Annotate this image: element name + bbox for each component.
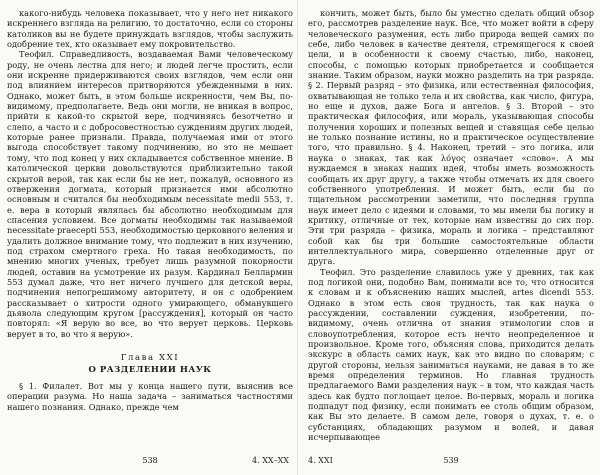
right-page — [308, 8, 594, 467]
left-footer — [7, 455, 293, 467]
right-paragraph-1: кончить, может быть, было бы уместно сделать общий обзор его, рассмотрев разделение наук. Все, что может войти в сферу человеческого разумения, есть либо природа вещей самих по себе, либо человек в качестве деятеля, стремящегося к своей цели, и в особенности к своему счастью, либо, наконец, способы, с помощью которых приобретается и сообщается знание. Таким образом, науки можно разделить на три разряда. § 2. Первый разряд – это физика, или естественная философия, охватывающая не только тела и их свойства, как число, фигура, но еще и духов, даже Бога и ангелов. § 3. Второй – это практическая философия, или мораль, указывающая способы получения хороших и полезных вещей и ставящая себе целью не только познание истины, но и практическое осуществление того, что правильно. § 4. Наконец, третий – это логика, или наука о знаках, так как λόγος означает «слово». А мы нуждаемся в знаках наших идей, чтобы иметь возможность сообщать их друг другу, а также чтобы отмечать их для своего собственного употребления. И может быть, если бы по тщательном рассмотрении заметили, что последняя группа наук имеет дело с идеями и словами, то мы имели бы логику и критику, отличные от тех, которые нам известны до сих пор. Эти три разряда – физика, мораль и логика – представляют собой как бы три большие самостоятельные области интеллектуального мира, совершенно отделенные друг от друга. — [308, 8, 594, 267]
chapter-number: Глава XXI — [120, 353, 180, 363]
left-paragraph-1: какого-нибудь человека показывает, что у него нет никакого искреннего взгляда на религию, то достаточно, если со стороны католиков вы не будете принуждать взглядов, чтобы заслужить одобрение тех, кто оказывает ему покровительство. — [7, 8, 293, 50]
chapter-title: О РАЗДЕЛЕНИИ НАУК — [88, 365, 212, 375]
left-page-number: 538 — [142, 456, 158, 465]
left-chapter-paragraph-1: § 1. Филалет. Вот мы у конца нашего пути, выяснив все операции разума. Но наша задача – заниматься частностями нашего познания. Однако, прежде чем — [7, 381, 293, 412]
left-paragraph-2: Теофил. Справедливость, воздаваемая Вами человеческому роду, не очень лестна для него; и людей легче простить, если они искренне придерживаются своих взглядов, чем если они под влиянием интересов притворяются убежденными в них. Однако, может быть, в этом больше искренности, чем Вы, по-видимому, предполагаете. Ведь они могли, не вникая в вопрос, прийти к какой-то скрытой вере, подчиняясь безотчетно и слепо, а часто и с добросовестностью суждениям других людей, которые ранее признали. Правда, получаемая ими от этого выгода способствует такому подчинению, но это не мешает тому, что под конец у них складывается собственное мнение. В католической церкви довольствуются приблизительно такой скрытой верой, так как если бы не нет, пожалуй, основного из отвержения догмата, который признается ими абсолютно основным и считался бы необходимым necessitate medii 553, т. е. вера в который являлась бы абсолютно необходимым для спасения условием. Все догматы необходимы так называемой necessitate praecepti 553, необходимостью церковного веления и удалить должное внимание тому, что подлежит в них изучению, под страхом смертного греха. Но такая необходимость, по мнению многих ученых, требует лишь разумной покорности людей, оставив на усмотрение их разум. Кардинал Беллармин 553 думал даже, что нет ничего лучшего для детской веры, подчинения непогрешимому авторитету, и он с одобрением рассказывает о хитрости одного умирающего, обманувшего дьявола следующим кругом [рассуждения], который он часто повторял: «Я верую во все, во что верует церковь. Церковь верует в то, во что я верую». — [7, 49, 293, 339]
page-gutter — [297, 0, 298, 475]
right-running-ref: 4. XXI — [308, 456, 333, 465]
left-page — [7, 8, 293, 467]
right-page-number: 539 — [443, 456, 459, 465]
right-footer — [308, 455, 594, 467]
right-paragraph-2: Теофил. Это разделение славилось уже у древних, так как под логикой они, подобно Вам, понимали все то, что относится к словам и к объяснению наших мыслей, artes dicendi 553. Однако в этом есть своя трудность, так как наука о рассуждении, составлении суждения, изобретении, по-видимому, очень отлична от знания этимологии слов и словоупотребления, которое есть нечто неопределенное и произвольное. Кроме того, объясняя слова, приходится делать экскурс в область самих наук, как это видно по словарям; с другой стороны, нельзя заниматься науками, не давая в то же время определения терминов. Но главная трудность предлагаемого Вами разделения наук – в том, что каждая часть здесь как будто поглощает целое. Во-первых, мораль и логика подпадут под физику, если понимать ее столь общим образом, как Вы это делаете. В самом деле, говоря о духах, т. е. о субстанциях, обладающих разумом и волей, и давая исчерпывающее — [308, 266, 594, 443]
left-running-ref: 4. XX–XX — [252, 456, 289, 465]
